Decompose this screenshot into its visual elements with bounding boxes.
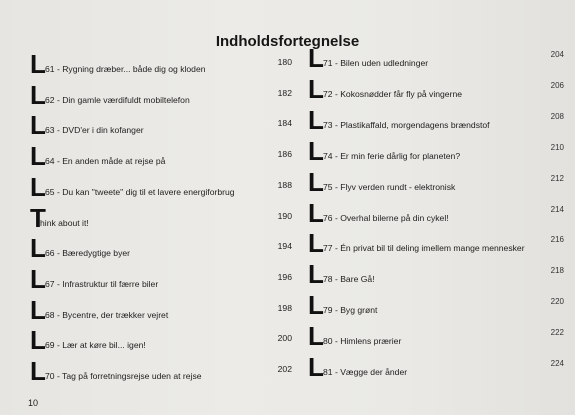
entry-title: 65 - Du kan "tweete" dig til et lavere energiforbrug	[45, 186, 235, 197]
entry-title: 79 - Byg grønt	[323, 305, 378, 316]
entry-marker: L	[308, 290, 324, 321]
toc-entry	[308, 73, 564, 104]
entry-page-number: 186	[277, 149, 292, 160]
entry-page-number: 208	[550, 111, 564, 121]
entry-title: 72 - Kokosnødder får fly på vingerne	[323, 88, 463, 99]
entry-page-number: 194	[277, 241, 292, 252]
entry-marker: L	[308, 166, 324, 197]
toc-entry	[30, 263, 292, 294]
entry-title: 68 - Bycentre, der trækker vejret	[45, 309, 169, 320]
entry-page-number: 196	[277, 271, 292, 282]
entry-title: 71 - Bilen uden udledninger	[323, 58, 429, 68]
page-title: Indholdsfortegnelse	[215, 33, 360, 50]
entry-title: 80 - Himlens prærier	[323, 336, 402, 347]
toc-entry	[30, 233, 292, 264]
entry-page-number: 198	[277, 302, 292, 313]
entry-page-number: 184	[277, 118, 292, 129]
toc-entry	[30, 110, 292, 141]
toc-entry	[30, 79, 292, 110]
entry-marker: L	[30, 171, 46, 202]
entry-page-number: 182	[277, 87, 292, 98]
toc-entry	[308, 290, 564, 321]
entry-title: 78 - Bare Gå!	[323, 274, 375, 285]
entry-title: 76 - Overhal bilerne på din cykel!	[323, 212, 449, 223]
entry-title: 64 - En anden måde at rejse på	[45, 156, 166, 167]
entry-marker: L	[30, 141, 46, 172]
entry-marker: L	[30, 356, 46, 386]
entry-page-number: 180	[277, 57, 292, 67]
entry-title: 67 - Infrastruktur til færre biler	[45, 278, 159, 289]
entry-title: 70 - Tag på forretningsrejse uden at rejse	[45, 371, 202, 381]
entry-marker: L	[30, 325, 46, 356]
toc-entry	[30, 171, 292, 202]
entry-title: 73 - Plastikaffald, morgendagens brændstof	[323, 119, 490, 130]
entry-title: 61 - Rygning dræber... både dig og kloden	[45, 64, 206, 74]
entry-page-number: 220	[550, 297, 564, 307]
entry-page-number: 214	[550, 204, 564, 214]
toc-entry	[30, 141, 292, 172]
entry-page-number: 200	[277, 333, 292, 344]
entry-marker: L	[30, 49, 46, 79]
toc-entry	[308, 166, 564, 197]
entry-marker: L	[308, 73, 324, 104]
entry-title: 62 - Din gamle værdifuldt mobiltelefon	[45, 94, 190, 105]
toc-entry	[308, 259, 564, 290]
toc-entry	[30, 325, 292, 356]
entry-marker: L	[308, 321, 324, 352]
toc-entry	[308, 135, 564, 166]
entry-page-number: 206	[550, 80, 564, 90]
entry-page-number: 218	[550, 266, 564, 276]
entry-marker: L	[308, 135, 324, 166]
entry-marker: L	[30, 263, 46, 294]
toc-entry	[308, 321, 564, 352]
entry-marker: L	[30, 79, 46, 110]
entry-title: 81 - Vægge der ånder	[323, 367, 408, 377]
entry-title: 77 - Én privat bil til deling imellem mange mennesker	[323, 243, 525, 254]
page-number: 10	[28, 398, 39, 408]
entry-marker: L	[308, 197, 324, 228]
entry-marker: L	[308, 104, 324, 135]
entry-title: 66 - Bæredygtige byer	[45, 248, 131, 259]
toc-entry	[308, 228, 564, 259]
toc-entry	[308, 354, 564, 380]
toc-entry	[308, 45, 564, 71]
entry-page-number: 216	[550, 235, 564, 245]
entry-title: hink about it!	[40, 217, 89, 228]
entry-page-number: 190	[277, 210, 292, 221]
entry-marker: L	[30, 233, 46, 264]
entry-page-number: 224	[550, 359, 564, 368]
entry-marker: L	[30, 294, 46, 325]
toc-entry	[30, 294, 292, 325]
entry-title: 75 - Flyv verden rundt - elektronisk	[323, 181, 456, 192]
entry-page-number: 222	[550, 328, 564, 338]
toc-entry	[30, 202, 292, 233]
entry-marker: L	[308, 228, 324, 259]
entry-marker: T	[30, 202, 46, 233]
entry-page-number: 212	[550, 173, 564, 183]
entry-marker: L	[308, 43, 324, 73]
entry-page-number: 202	[277, 364, 292, 374]
entry-marker: L	[30, 110, 46, 141]
toc-entry	[308, 197, 564, 228]
entry-page-number: 210	[550, 142, 564, 152]
entry-page-number: 188	[277, 179, 292, 190]
toc-entry	[30, 51, 292, 77]
toc-entry	[308, 104, 564, 135]
entry-title: 69 - Lær at køre bil... igen!	[45, 340, 146, 351]
entry-marker: L	[308, 259, 324, 290]
entry-title: 74 - Er min ferie dårlig for planeten?	[323, 150, 461, 161]
entry-marker: L	[308, 352, 324, 382]
entry-title: 63 - DVD'er i din kofanger	[45, 125, 144, 136]
entry-page-number: 204	[550, 50, 564, 59]
toc-entry	[30, 358, 292, 384]
